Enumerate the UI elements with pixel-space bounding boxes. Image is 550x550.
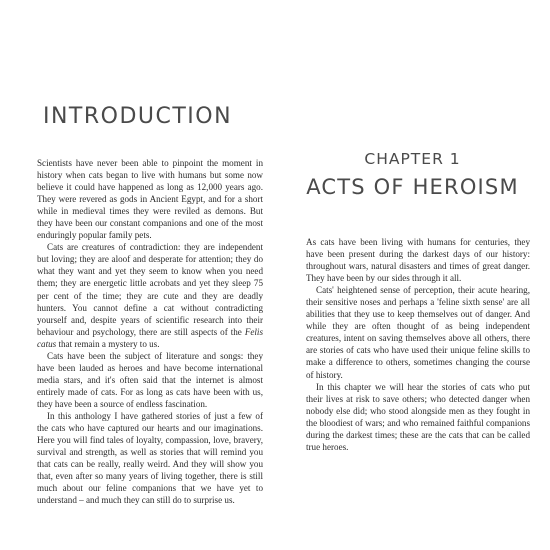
intro-paragraph-2 — [37, 241, 263, 349]
chapter-paragraph-1: As cats have been living with humans for centuries, they have been present during the darkest days of our history: throughout wars, natural disasters and times of great danger. They have been by our sides through it all. — [306, 237, 530, 284]
introduction-heading: INTRODUCTION — [42, 104, 233, 129]
chapter-label: CHAPTER 1 — [364, 150, 461, 168]
intro-paragraph-4: In this anthology I have gathered stories of just a few of the cats who have captured our hearts and our imaginations. Here you will find tales of loyalty, compassion, love, bravery, survival and strength, as well as stories that will remind you that cats can be really, really weird. And they will show you that, even after so many years of living together, there is still much about our feline companions that we have yet to understand – and much they can still do to surprise us. — [37, 410, 263, 506]
chapter-paragraph-3: In this chapter we will hear the stories of cats who put their lives at risk to save others; who detected danger when nobody else did; who stood alongside men as they fought in the bloodiest of wars; and who remained faithful companions during the darkest times; these are the cats that can be called true heroes. — [306, 381, 530, 452]
chapter-body — [306, 236, 530, 453]
intro-paragraph-3: Cats have been the subject of literature and songs: they have been lauded as heroes and have become international media stars, and it's often said that the internet is almost entirely made of cats. For as long as cats have been with us, they have been a source of endless fascination. — [37, 350, 263, 409]
intro-paragraph-2-after: that remain a mystery to us. — [56, 338, 160, 349]
right-page-content — [275, 0, 550, 550]
introduction-body — [37, 157, 263, 506]
intro-paragraph-2-italic: Felis catus — [37, 326, 263, 349]
intro-paragraph-1: Scientists have never been able to pinpoint the moment in history when cats began to live with humans but some now believe it could have happened as long as 12,000 years ago. They were revered as gods in Ancient Egypt, and for a short while in medieval times they were reviled as demons. But they have been our constant companions and one of the most enduringly popular family pets. — [37, 158, 263, 241]
chapter-title: ACTS OF HEROISM — [306, 175, 519, 199]
intro-paragraph-2-before: Cats are creatures of contradiction: they are independent but loving; they are aloof and desperate for attention; they do what they want and yet they seem to know when you need them; they are energetic little acrobats and yet they sleep 75 per cent of the time; they are cute and they are deadly hunters. You cannot define a cat without contradicting yourself and, despite years of scientific research into their behaviour and psychology, there are still aspects of the — [37, 242, 263, 337]
chapter-paragraph-2: Cats' heightened sense of perception, their acute hearing, their sensitive noses and perhaps a 'feline sixth sense' are all abilities that they use to keep themselves out of danger. And while they are often thought of as being independent creatures, intent on saving themselves above all others, there are stories of cats who have used their unique feline skills to make a difference to others, sometimes changing the course of history. — [306, 285, 530, 380]
